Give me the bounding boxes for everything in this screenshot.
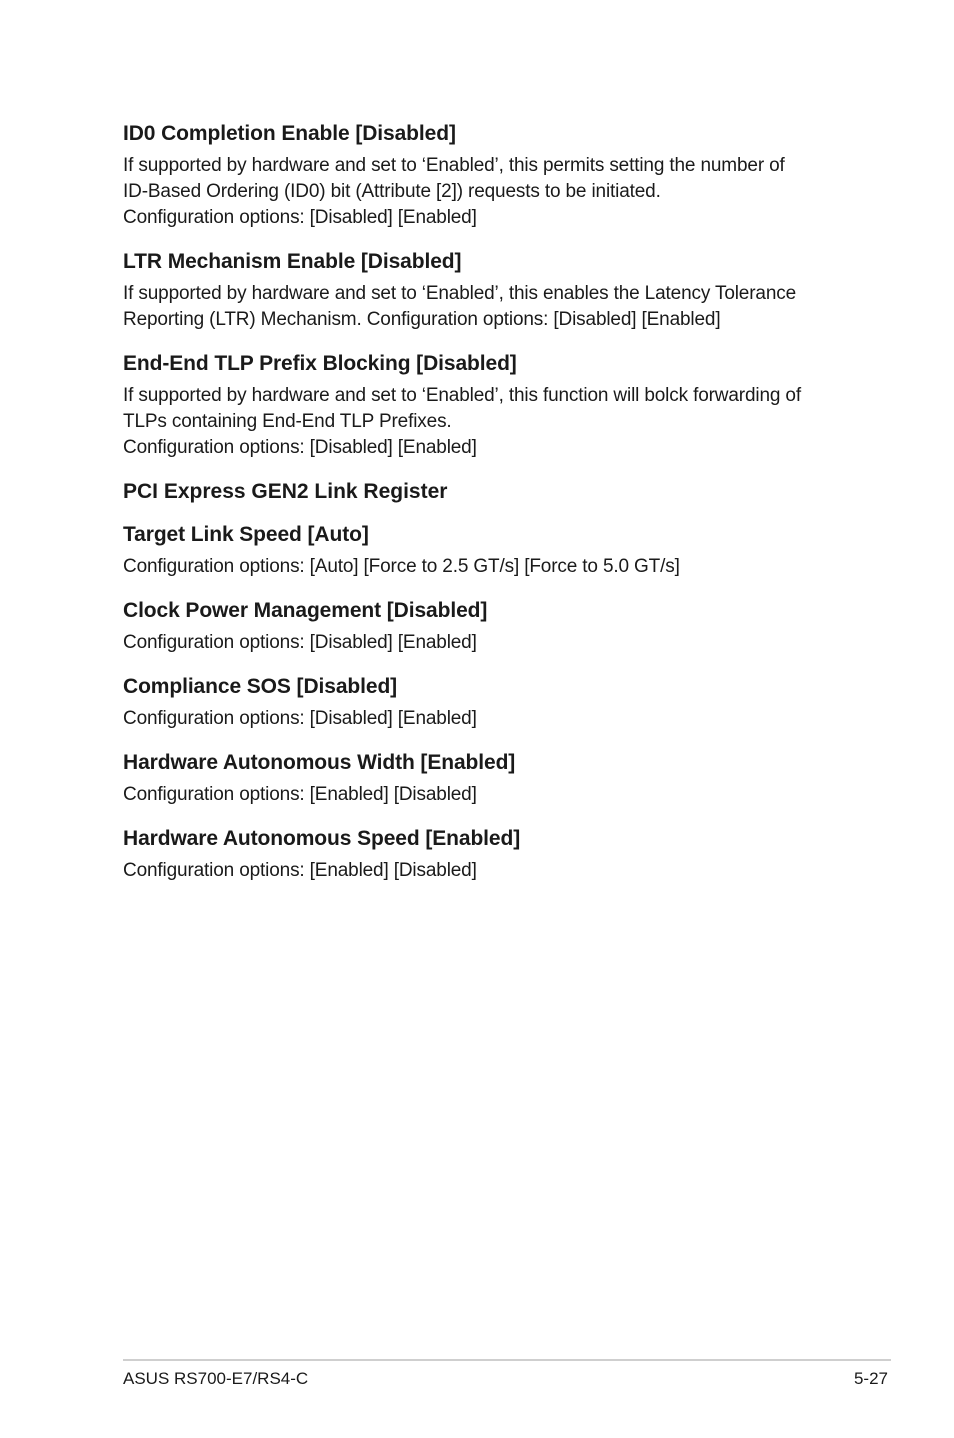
body-line: If supported by hardware and set to ‘Enabled’, this enables the Latency Tolerance [123, 283, 797, 304]
body-line: Configuration options: [Disabled] [Enabled] [123, 437, 477, 458]
section-hw-autonomous-width [123, 749, 843, 808]
section-title: Hardware Autonomous Width [Enabled] [123, 751, 516, 774]
section-end-end-tlp [123, 350, 843, 461]
section-body [123, 281, 843, 333]
body-line: ID-Based Ordering (ID0) bit (Attribute [2]) requests to be initiated. [123, 181, 661, 202]
section-body [123, 630, 843, 656]
body-line: Configuration options: [Disabled] [Enabled] [123, 632, 477, 653]
page-content [123, 120, 843, 901]
section-ltr-mechanism [123, 248, 843, 333]
section-body [123, 383, 843, 461]
section-body [123, 706, 843, 732]
section-body [123, 153, 843, 231]
section-title: Hardware Autonomous Speed [Enabled] [123, 827, 521, 850]
section-title: Clock Power Management [Disabled] [123, 599, 488, 622]
sections-group-b [123, 521, 843, 884]
section-clock-power [123, 597, 843, 656]
footer-page-number: 5-27 [853, 1369, 888, 1388]
body-line: TLPs containing End-End TLP Prefixes. [123, 411, 452, 432]
body-line: If supported by hardware and set to ‘Enabled’, this function will bolck forwarding of [123, 385, 801, 406]
section-title: End-End TLP Prefix Blocking [Disabled] [123, 352, 517, 375]
section-compliance-sos [123, 673, 843, 732]
section-hw-autonomous-speed [123, 825, 843, 884]
section-body [123, 858, 843, 884]
section-title: Target Link Speed [Auto] [123, 523, 369, 546]
body-line: Configuration options: [Enabled] [Disabled] [123, 860, 477, 881]
group-title: PCI Express GEN2 Link Register [123, 480, 448, 503]
section-target-link-speed [123, 521, 843, 580]
footer-product-name: ASUS RS700-E7/RS4-C [123, 1369, 309, 1388]
section-title: Compliance SOS [Disabled] [123, 675, 398, 698]
sections-group-a [123, 120, 843, 461]
section-body [123, 782, 843, 808]
body-line: Configuration options: [Auto] [Force to 2.5 GT/s] [Force to 5.0 GT/s] [123, 556, 680, 577]
body-line: Configuration options: [Enabled] [Disabled] [123, 784, 477, 805]
body-line: Configuration options: [Disabled] [Enabled] [123, 708, 477, 729]
body-line: Reporting (LTR) Mechanism. Configuration options: [Disabled] [Enabled] [123, 309, 721, 330]
section-title: ID0 Completion Enable [Disabled] [123, 122, 456, 145]
section-title: LTR Mechanism Enable [Disabled] [123, 250, 462, 273]
section-id0-completion [123, 120, 843, 231]
footer-divider [123, 1359, 891, 1361]
body-line: If supported by hardware and set to ‘Enabled’, this permits setting the number of [123, 155, 785, 176]
section-body [123, 554, 843, 580]
body-line: Configuration options: [Disabled] [Enabled] [123, 207, 477, 228]
